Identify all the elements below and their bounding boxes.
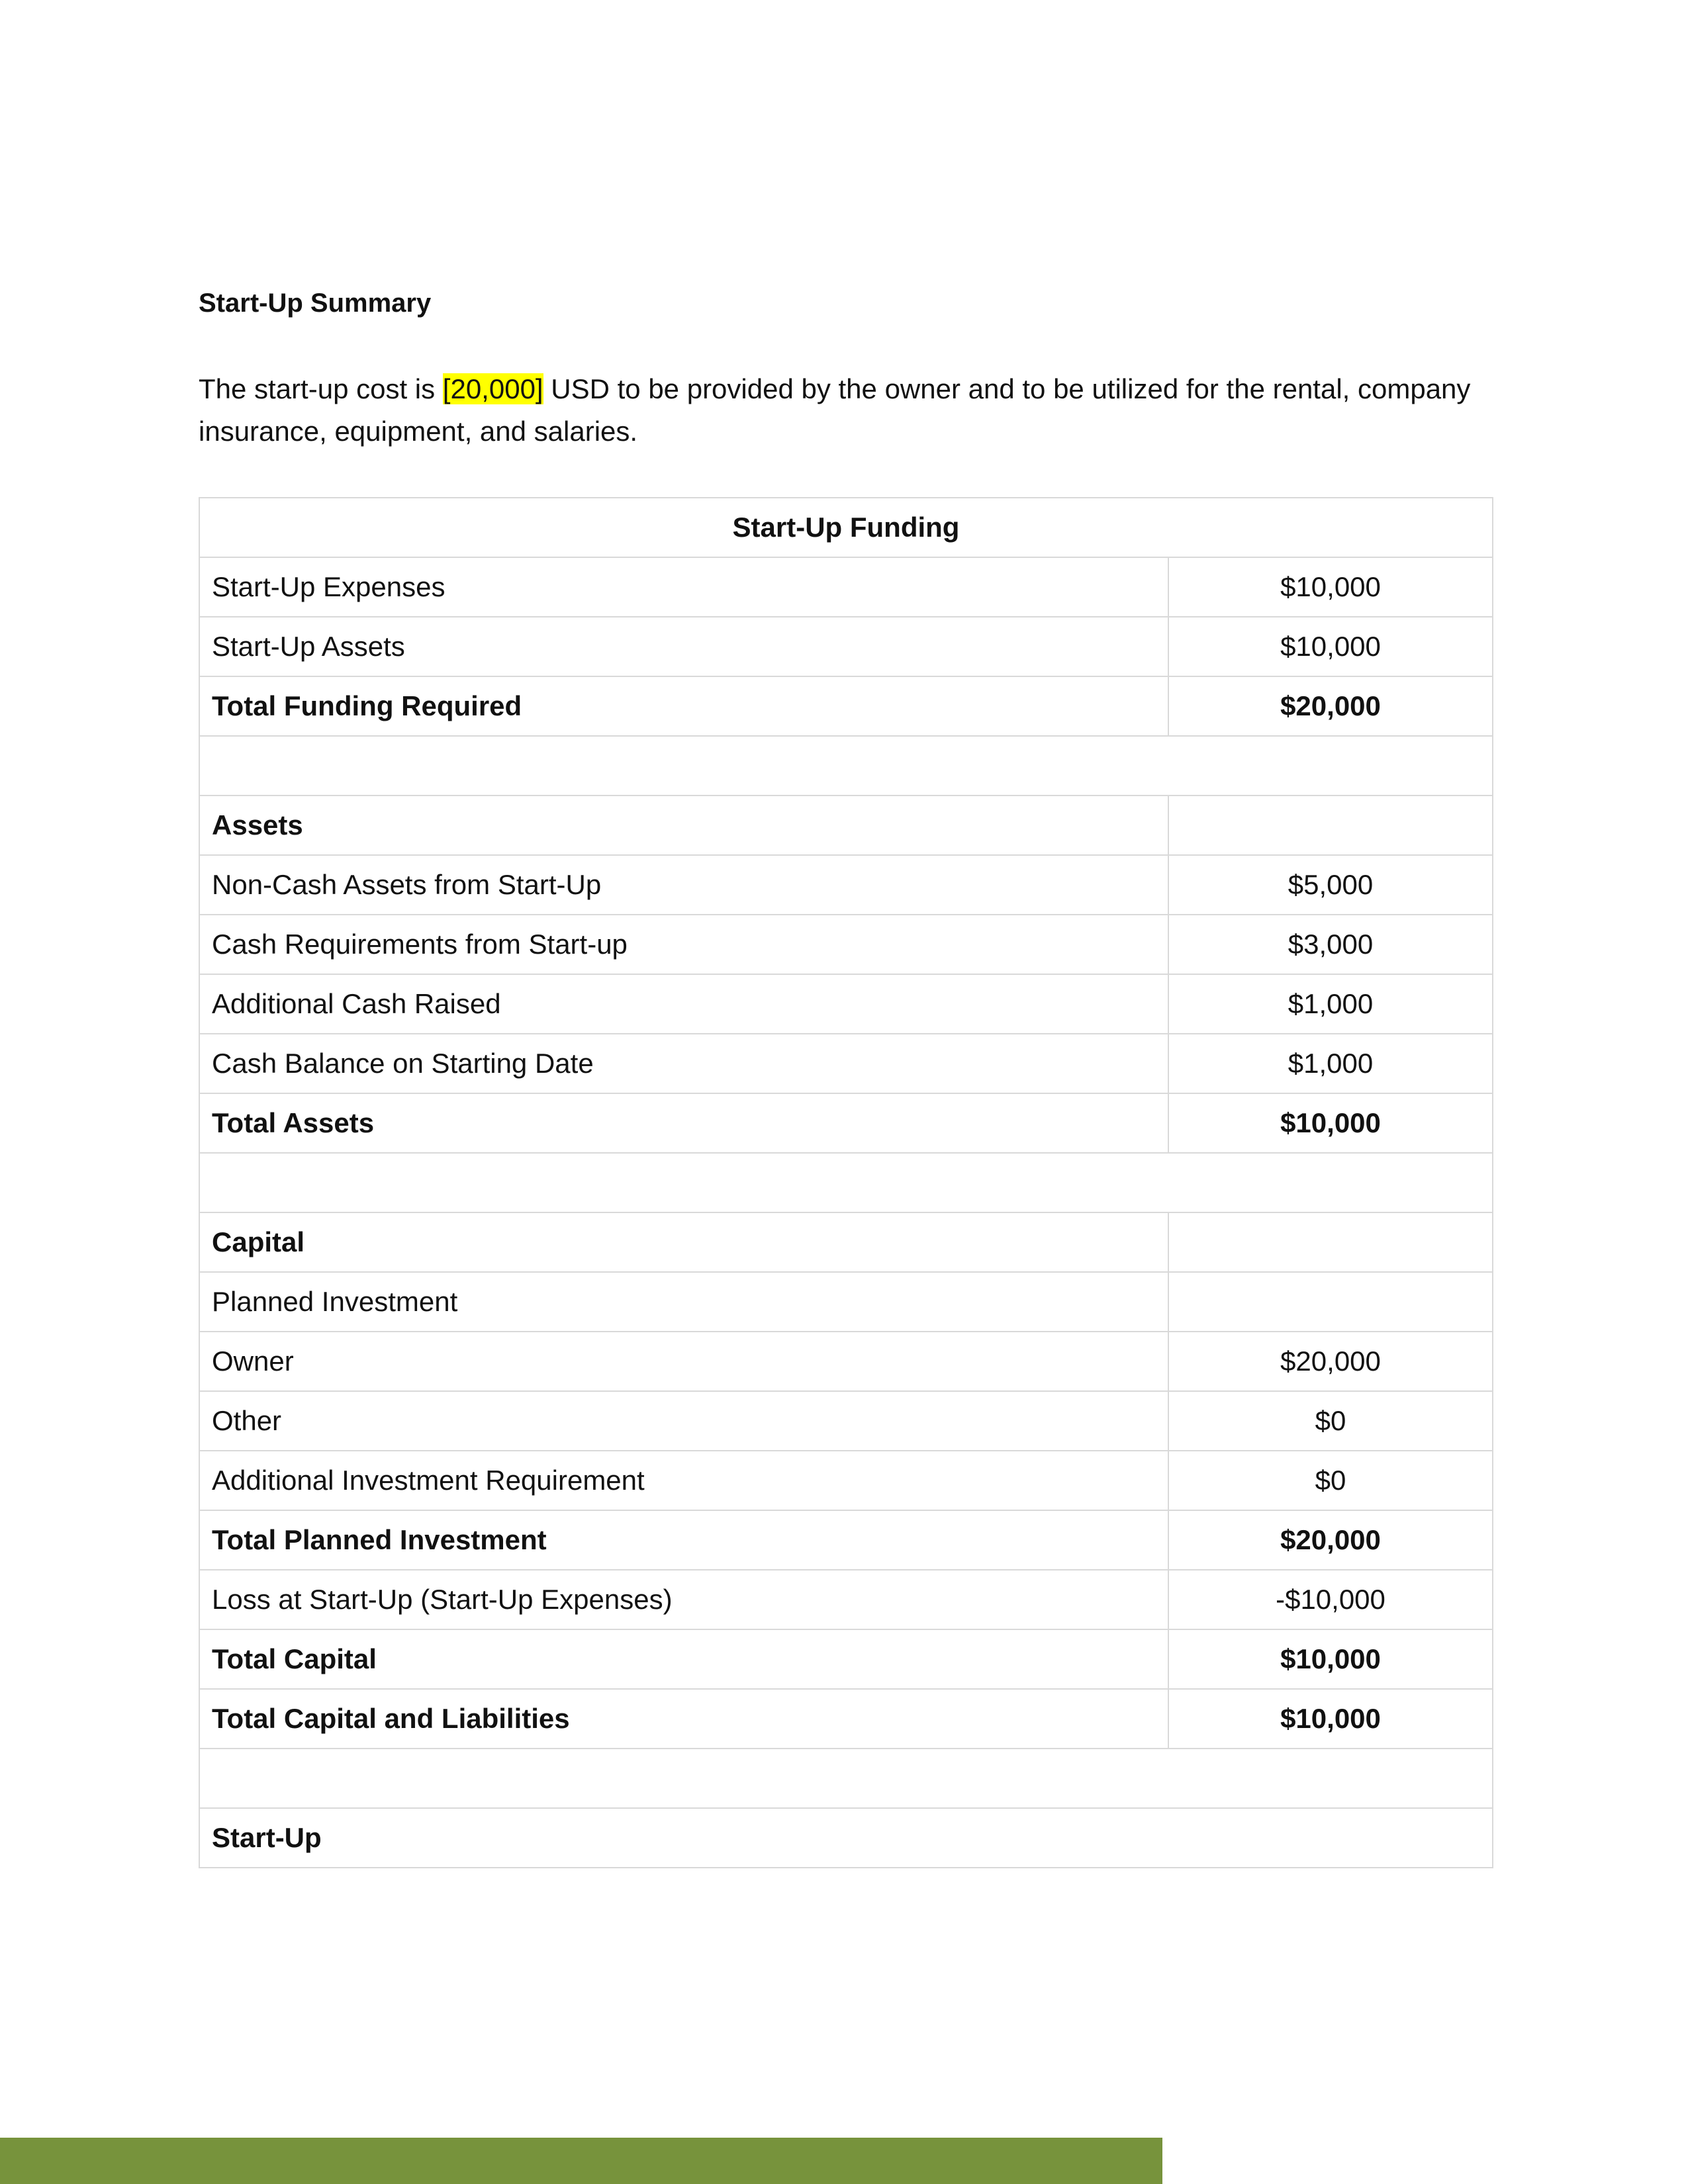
row-label: Total Funding Required [199,676,1168,736]
row-label: Total Capital and Liabilities [199,1689,1168,1749]
row-value: $10,000 [1168,1093,1493,1153]
row-value: -$10,000 [1168,1570,1493,1629]
row-value [1168,1272,1493,1332]
table-row-cash-balance [199,1034,1493,1093]
table-row-startup-assets [199,617,1493,676]
table-row-total-planned-investment [199,1510,1493,1570]
row-value: $20,000 [1168,1332,1493,1391]
row-value: $20,000 [1168,676,1493,736]
row-label: Capital [199,1212,1168,1272]
row-label: Owner [199,1332,1168,1391]
row-value: $20,000 [1168,1510,1493,1570]
startup-funding-table [199,497,1493,1868]
row-value: $5,000 [1168,855,1493,915]
table-row-owner [199,1332,1493,1391]
row-label: Cash Requirements from Start-up [199,915,1168,974]
row-label: Loss at Start-Up (Start-Up Expenses) [199,1570,1168,1629]
table-header-row [199,498,1493,557]
table-row-other [199,1391,1493,1451]
row-value: $10,000 [1168,617,1493,676]
row-label: Total Capital [199,1629,1168,1689]
table-row-cash-requirements [199,915,1493,974]
table-row-non-cash-assets [199,855,1493,915]
spacer-cell [199,736,1493,796]
row-label: Total Planned Investment [199,1510,1168,1570]
row-value: $1,000 [1168,1034,1493,1093]
table-row-additional-cash-raised [199,974,1493,1034]
table-row-total-assets [199,1093,1493,1153]
table-title: Start-Up Funding [199,498,1493,557]
table-row-startup-expenses [199,557,1493,617]
table-row-capital-heading [199,1212,1493,1272]
row-label: Planned Investment [199,1272,1168,1332]
row-value: $0 [1168,1391,1493,1451]
section-title: Start-Up Summary [199,289,432,318]
row-value: $1,000 [1168,974,1493,1034]
row-label: Start-Up Assets [199,617,1168,676]
row-value: $3,000 [1168,915,1493,974]
table-row-total-capital-liabilities [199,1689,1493,1749]
row-value [1168,796,1493,855]
row-label: Assets [199,796,1168,855]
table-spacer-row [199,1153,1493,1212]
intro-text-end: USD to be provided by the owner and to be utilized for the rental, company insurance, equipment, and salaries. [199,373,1471,447]
row-label: Additional Investment Requirement [199,1451,1168,1510]
row-label: Total Assets [199,1093,1168,1153]
row-label: Additional Cash Raised [199,974,1168,1034]
spacer-cell [199,1153,1493,1212]
intro-paragraph [199,368,1496,453]
intro-text-start: The start-up cost is [199,373,443,404]
table-row-total-funding-required [199,676,1493,736]
row-label: Cash Balance on Starting Date [199,1034,1168,1093]
row-value: $10,000 [1168,557,1493,617]
footer-accent-bar [0,2138,1162,2184]
table-spacer-row [199,1749,1493,1808]
table-row-total-capital [199,1629,1493,1689]
table-row-assets-heading [199,796,1493,855]
spacer-cell [199,1749,1493,1808]
row-value: $10,000 [1168,1629,1493,1689]
highlighted-cost-placeholder[interactable]: [20,000] [442,373,543,404]
table-row-loss-at-startup [199,1570,1493,1629]
row-label: Start-Up Expenses [199,557,1168,617]
row-label: Non-Cash Assets from Start-Up [199,855,1168,915]
row-label: Start-Up [199,1808,1493,1868]
table-spacer-row [199,736,1493,796]
row-value: $0 [1168,1451,1493,1510]
row-value: $10,000 [1168,1689,1493,1749]
table-row-additional-investment [199,1451,1493,1510]
row-label: Other [199,1391,1168,1451]
table-row-startup-final [199,1808,1493,1868]
table-row-planned-investment [199,1272,1493,1332]
row-value [1168,1212,1493,1272]
